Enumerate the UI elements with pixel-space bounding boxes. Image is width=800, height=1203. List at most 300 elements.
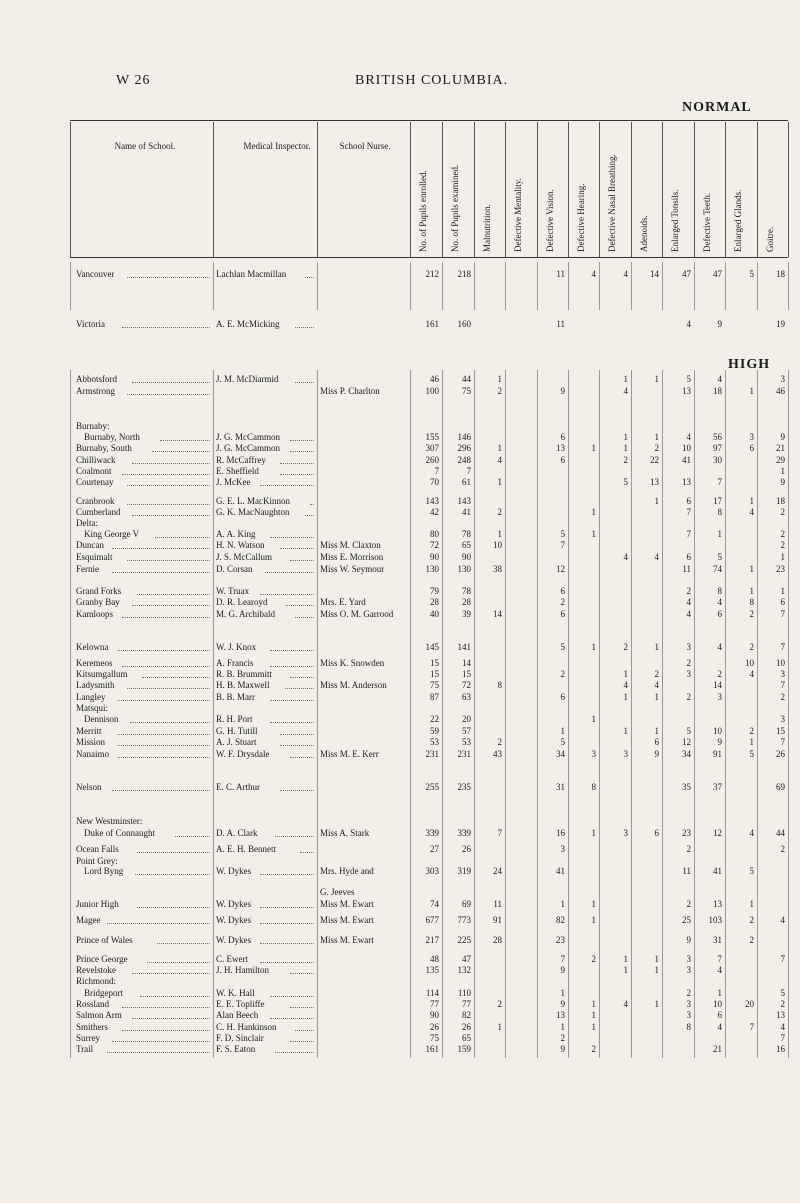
stat-value: 40 bbox=[430, 609, 439, 619]
school-nurse: Miss O. M. Garrood bbox=[320, 609, 394, 619]
stat-value: 1 bbox=[749, 737, 754, 747]
stat-value: 24 bbox=[493, 866, 502, 876]
stat-value: 72 bbox=[462, 680, 471, 690]
stat-value: 5 bbox=[623, 477, 628, 487]
stat-value: 4 bbox=[497, 455, 502, 465]
dot-leader bbox=[285, 688, 314, 689]
stat-value: 1 bbox=[623, 954, 628, 964]
stat-value: 1 bbox=[623, 726, 628, 736]
stat-value: 10 bbox=[745, 658, 754, 668]
dot-leader bbox=[112, 548, 210, 549]
section-heading-high: HIGH bbox=[728, 357, 771, 372]
dot-leader bbox=[310, 504, 314, 505]
stat-value: 21 bbox=[713, 1044, 722, 1054]
stat-value: 65 bbox=[462, 1033, 471, 1043]
school-name: Fernie bbox=[76, 564, 99, 574]
stat-value: 1 bbox=[654, 374, 659, 384]
stat-value: 260 bbox=[425, 455, 439, 465]
stat-value: 1 bbox=[623, 374, 628, 384]
dot-leader bbox=[300, 852, 314, 853]
stat-value: 1 bbox=[749, 386, 754, 396]
school-name: Armstrong bbox=[76, 386, 115, 396]
medical-inspector: J. G. McCammon bbox=[216, 432, 280, 442]
stat-value: 212 bbox=[425, 269, 439, 279]
medical-inspector: M. G. Archibald bbox=[216, 609, 275, 619]
medical-inspector: Alan Beech bbox=[216, 1010, 259, 1020]
dot-leader bbox=[155, 537, 210, 538]
table-row bbox=[0, 815, 800, 827]
stat-value: 3 bbox=[623, 828, 628, 838]
stat-value: 1 bbox=[497, 443, 502, 453]
stat-value: 10 bbox=[776, 658, 785, 668]
stat-value: 80 bbox=[430, 529, 439, 539]
stat-value: 4 bbox=[686, 432, 691, 442]
stat-value: 20 bbox=[462, 714, 471, 724]
dot-leader bbox=[132, 1018, 210, 1019]
school-name: Vancouver bbox=[76, 269, 115, 279]
stat-value: 13 bbox=[713, 899, 722, 909]
school-nurse: Mrs. Hyde and bbox=[320, 866, 374, 876]
stat-value: 82 bbox=[556, 915, 565, 925]
medical-inspector: J. H. Hamilton bbox=[216, 965, 269, 975]
stat-value: 11 bbox=[556, 319, 565, 329]
school-name: Rossland bbox=[76, 999, 110, 1009]
stat-value: 4 bbox=[717, 374, 722, 384]
stat-value: 10 bbox=[713, 726, 722, 736]
stat-value: 27 bbox=[430, 844, 439, 854]
stat-column-header: Enlarged Glands. bbox=[733, 189, 743, 252]
stat-value: 23 bbox=[682, 828, 691, 838]
school-name: Duncan bbox=[76, 540, 104, 550]
dot-leader bbox=[132, 382, 210, 383]
stat-value: 7 bbox=[780, 680, 785, 690]
stat-value: 17 bbox=[713, 496, 722, 506]
stat-value: 2 bbox=[749, 609, 754, 619]
stat-column-header: Defective Nasal Breathing. bbox=[607, 154, 617, 252]
school-nurse: Miss M. Ewart bbox=[320, 899, 374, 909]
stat-value: 3 bbox=[686, 965, 691, 975]
dot-leader bbox=[132, 463, 210, 464]
dot-leader bbox=[127, 277, 210, 278]
stat-value: 38 bbox=[493, 564, 502, 574]
table-row bbox=[0, 827, 800, 839]
column-rule bbox=[788, 122, 789, 257]
stat-value: 5 bbox=[717, 552, 722, 562]
stat-value: 2 bbox=[560, 597, 565, 607]
medical-inspector: A. A. King bbox=[216, 529, 256, 539]
stat-value: 159 bbox=[457, 1044, 471, 1054]
stat-value: 47 bbox=[682, 269, 691, 279]
school-name: Langley bbox=[76, 692, 106, 702]
stat-value: 4 bbox=[717, 642, 722, 652]
stat-column-header: Defective Vision. bbox=[545, 189, 555, 252]
table-row bbox=[0, 318, 800, 330]
column-rule bbox=[70, 122, 71, 257]
stat-value: 4 bbox=[780, 1022, 785, 1032]
column-rule bbox=[213, 122, 214, 257]
stat-value: 1 bbox=[591, 642, 596, 652]
table-row bbox=[0, 934, 800, 946]
table-row bbox=[0, 713, 800, 725]
stat-value: 1 bbox=[749, 496, 754, 506]
stat-value: 5 bbox=[749, 749, 754, 759]
stat-value: 145 bbox=[425, 642, 439, 652]
stat-value: 4 bbox=[686, 597, 691, 607]
stat-value: 6 bbox=[686, 552, 691, 562]
column-rule bbox=[474, 122, 475, 257]
stat-value: 7 bbox=[780, 737, 785, 747]
stat-value: 18 bbox=[713, 386, 722, 396]
stat-value: 9 bbox=[654, 749, 659, 759]
table-row bbox=[0, 1043, 800, 1055]
dot-leader bbox=[112, 1041, 210, 1042]
dot-leader bbox=[122, 327, 210, 328]
stat-value: 2 bbox=[780, 507, 785, 517]
table-row bbox=[0, 476, 800, 488]
stat-value: 22 bbox=[430, 714, 439, 724]
stat-value: 65 bbox=[462, 540, 471, 550]
stat-value: 8 bbox=[686, 1022, 691, 1032]
stat-value: 4 bbox=[623, 552, 628, 562]
stat-value: 31 bbox=[713, 935, 722, 945]
medical-inspector: C. Ewert bbox=[216, 954, 248, 964]
dot-leader bbox=[290, 451, 314, 452]
dot-leader bbox=[112, 790, 210, 791]
table-row bbox=[0, 385, 800, 397]
school-name: Burnaby: bbox=[76, 421, 110, 431]
school-nurse: Miss M. Claxton bbox=[320, 540, 381, 550]
stat-value: 1 bbox=[591, 443, 596, 453]
table-row bbox=[0, 268, 800, 280]
stat-value: 18 bbox=[776, 496, 785, 506]
stat-value: 1 bbox=[654, 965, 659, 975]
stat-value: 44 bbox=[776, 828, 785, 838]
stat-value: 8 bbox=[497, 680, 502, 690]
dot-leader bbox=[122, 1030, 210, 1031]
dot-leader bbox=[305, 515, 314, 516]
stat-value: 9 bbox=[560, 999, 565, 1009]
school-name: Keremeos bbox=[76, 658, 113, 668]
stat-value: 15 bbox=[462, 669, 471, 679]
dot-leader bbox=[270, 666, 314, 667]
column-rule bbox=[505, 122, 506, 257]
dot-leader bbox=[117, 734, 210, 735]
stat-value: 2 bbox=[780, 540, 785, 550]
stat-value: 44 bbox=[462, 374, 471, 384]
stat-value: 11 bbox=[682, 564, 691, 574]
col-header-nurse: School Nurse. bbox=[339, 141, 391, 151]
stat-value: 2 bbox=[749, 915, 754, 925]
stat-value: 1 bbox=[591, 999, 596, 1009]
stat-value: 217 bbox=[425, 935, 439, 945]
dot-leader bbox=[122, 666, 210, 667]
stat-value: 23 bbox=[556, 935, 565, 945]
stat-value: 6 bbox=[560, 609, 565, 619]
stat-value: 5 bbox=[749, 269, 754, 279]
stat-value: 41 bbox=[682, 455, 691, 465]
stat-value: 4 bbox=[591, 269, 596, 279]
stat-column-header: No. of Pupils examined. bbox=[450, 164, 460, 252]
stat-value: 9 bbox=[717, 319, 722, 329]
stat-value: 4 bbox=[686, 609, 691, 619]
stat-value: 13 bbox=[682, 477, 691, 487]
stat-value: 28 bbox=[493, 935, 502, 945]
stat-value: 2 bbox=[591, 954, 596, 964]
stat-value: 28 bbox=[462, 597, 471, 607]
stat-value: 87 bbox=[430, 692, 439, 702]
stat-value: 69 bbox=[776, 782, 785, 792]
dot-leader bbox=[280, 790, 314, 791]
stat-value: 53 bbox=[430, 737, 439, 747]
stat-value: 146 bbox=[457, 432, 471, 442]
school-nurse: Miss M. E. Kerr bbox=[320, 749, 379, 759]
dot-leader bbox=[132, 515, 210, 516]
stat-value: 2 bbox=[780, 844, 785, 854]
stat-value: 2 bbox=[497, 999, 502, 1009]
dot-leader bbox=[107, 1052, 210, 1053]
stat-value: 26 bbox=[430, 1022, 439, 1032]
stat-value: 90 bbox=[430, 552, 439, 562]
table-row bbox=[0, 843, 800, 855]
stat-value: 4 bbox=[780, 915, 785, 925]
stat-value: 1 bbox=[497, 374, 502, 384]
dot-leader bbox=[160, 440, 210, 441]
stat-value: 1 bbox=[591, 899, 596, 909]
stat-value: 1 bbox=[717, 988, 722, 998]
stat-value: 29 bbox=[776, 455, 785, 465]
stat-column-header: Defective Teeth. bbox=[702, 192, 712, 252]
dot-leader bbox=[157, 943, 210, 944]
stat-value: 15 bbox=[430, 669, 439, 679]
stat-value: 6 bbox=[780, 597, 785, 607]
dot-leader bbox=[122, 617, 210, 618]
school-name: Delta: bbox=[76, 518, 98, 528]
dot-leader bbox=[135, 874, 210, 875]
stat-value: 231 bbox=[457, 749, 471, 759]
school-nurse: G. Jeeves bbox=[320, 887, 355, 897]
stat-value: 47 bbox=[462, 954, 471, 964]
stat-value: 1 bbox=[654, 432, 659, 442]
dot-leader bbox=[260, 923, 314, 924]
stat-value: 9 bbox=[686, 935, 691, 945]
dot-leader bbox=[122, 474, 210, 475]
medical-inspector: D. A. Clark bbox=[216, 828, 258, 838]
school-name: Kamloops bbox=[76, 609, 113, 619]
table-row bbox=[0, 442, 800, 454]
school-name: Richmond: bbox=[76, 976, 116, 986]
stat-value: 2 bbox=[623, 642, 628, 652]
stat-value: 1 bbox=[654, 726, 659, 736]
stat-value: 41 bbox=[462, 507, 471, 517]
table-row bbox=[0, 373, 800, 385]
school-nurse: Miss K. Snowden bbox=[320, 658, 385, 668]
stat-value: 1 bbox=[717, 529, 722, 539]
dot-leader bbox=[142, 677, 210, 678]
medical-inspector: W. K. Hall bbox=[216, 988, 255, 998]
stat-value: 16 bbox=[556, 828, 565, 838]
table-row bbox=[0, 914, 800, 926]
stat-value: 2 bbox=[749, 642, 754, 652]
stat-value: 13 bbox=[650, 477, 659, 487]
stat-value: 43 bbox=[493, 749, 502, 759]
stat-value: 7 bbox=[497, 828, 502, 838]
medical-inspector: J. M. McDiarmid bbox=[216, 374, 279, 384]
medical-inspector: W. J. Knox bbox=[216, 642, 257, 652]
dot-leader bbox=[290, 560, 314, 561]
stat-value: 75 bbox=[462, 386, 471, 396]
stat-value: 78 bbox=[462, 586, 471, 596]
stat-value: 3 bbox=[686, 669, 691, 679]
stat-value: 79 bbox=[430, 586, 439, 596]
stat-value: 69 bbox=[462, 899, 471, 909]
stat-value: 8 bbox=[717, 586, 722, 596]
dot-leader bbox=[137, 907, 210, 908]
stat-value: 1 bbox=[654, 999, 659, 1009]
stat-value: 1 bbox=[780, 466, 785, 476]
stat-value: 1 bbox=[623, 965, 628, 975]
school-nurse: Mrs. E. Yard bbox=[320, 597, 366, 607]
stat-value: 2 bbox=[497, 737, 502, 747]
stat-value: 15 bbox=[430, 658, 439, 668]
stat-column-header: Malnutrition. bbox=[482, 204, 492, 252]
stat-value: 4 bbox=[749, 669, 754, 679]
stat-value: 1 bbox=[560, 988, 565, 998]
stat-value: 8 bbox=[591, 782, 596, 792]
stat-value: 2 bbox=[686, 899, 691, 909]
dot-leader bbox=[117, 650, 210, 651]
stat-value: 6 bbox=[654, 828, 659, 838]
stat-value: 35 bbox=[682, 782, 691, 792]
stat-value: 13 bbox=[556, 443, 565, 453]
stat-value: 1 bbox=[560, 899, 565, 909]
stat-value: 3 bbox=[591, 749, 596, 759]
medical-inspector: A. J. Stuart bbox=[216, 737, 257, 747]
stat-value: 48 bbox=[430, 954, 439, 964]
stat-value: 8 bbox=[749, 597, 754, 607]
medical-inspector: W. Dykes bbox=[216, 866, 252, 876]
stat-value: 339 bbox=[457, 828, 471, 838]
school-name: Abbotsford bbox=[76, 374, 117, 384]
dot-leader bbox=[140, 996, 210, 997]
column-rule bbox=[442, 122, 443, 257]
dot-leader bbox=[147, 962, 210, 963]
stat-value: 9 bbox=[780, 477, 785, 487]
stat-value: 78 bbox=[462, 529, 471, 539]
medical-inspector: W. F. Drysdale bbox=[216, 749, 270, 759]
dot-leader bbox=[175, 836, 210, 837]
stat-value: 319 bbox=[457, 866, 471, 876]
medical-inspector: E. Sheffield bbox=[216, 466, 259, 476]
school-name: Bridgeport bbox=[84, 988, 123, 998]
stat-value: 2 bbox=[686, 692, 691, 702]
stat-value: 13 bbox=[682, 386, 691, 396]
stat-value: 77 bbox=[462, 999, 471, 1009]
stat-value: 28 bbox=[430, 597, 439, 607]
school-name: Revelstoke bbox=[76, 965, 116, 975]
stat-value: 57 bbox=[462, 726, 471, 736]
school-name: King George V bbox=[84, 529, 140, 539]
stat-value: 19 bbox=[776, 319, 785, 329]
stat-value: 3 bbox=[717, 692, 722, 702]
dot-leader bbox=[260, 907, 314, 908]
dot-leader bbox=[275, 1052, 314, 1053]
school-name: Granby Bay bbox=[76, 597, 120, 607]
stat-value: 2 bbox=[686, 988, 691, 998]
medical-inspector: G. E. L. MacKinnon bbox=[216, 496, 290, 506]
stat-value: 1 bbox=[780, 552, 785, 562]
school-name: Ladysmith bbox=[76, 680, 115, 690]
dot-leader bbox=[275, 836, 314, 837]
stat-value: 296 bbox=[457, 443, 471, 453]
table-top-rule bbox=[70, 120, 788, 121]
school-name: Victoria bbox=[76, 319, 105, 329]
dot-leader bbox=[290, 973, 314, 974]
school-name: Trail bbox=[76, 1044, 94, 1054]
dot-leader bbox=[260, 874, 314, 875]
stat-value: 1 bbox=[560, 726, 565, 736]
school-name: Burnaby, South bbox=[76, 443, 132, 453]
running-title: BRITISH COLUMBIA. bbox=[355, 73, 509, 88]
medical-inspector: G. H. Tutill bbox=[216, 726, 258, 736]
medical-inspector: C. H. Hankinson bbox=[216, 1022, 277, 1032]
school-name: Nelson bbox=[76, 782, 102, 792]
school-name: Grand Forks bbox=[76, 586, 122, 596]
stat-value: 7 bbox=[560, 540, 565, 550]
stat-value: 1 bbox=[497, 529, 502, 539]
dot-leader bbox=[290, 440, 314, 441]
stat-value: 77 bbox=[430, 999, 439, 1009]
column-rule bbox=[410, 122, 411, 257]
stat-value: 677 bbox=[425, 915, 439, 925]
stat-value: 39 bbox=[462, 609, 471, 619]
stat-value: 3 bbox=[749, 432, 754, 442]
stat-value: 2 bbox=[560, 1033, 565, 1043]
table-row bbox=[0, 898, 800, 910]
medical-inspector: G. K. MacNaughton bbox=[216, 507, 290, 517]
stat-value: 135 bbox=[425, 965, 439, 975]
stat-value: 9 bbox=[780, 432, 785, 442]
stat-value: 11 bbox=[682, 866, 691, 876]
stat-value: 70 bbox=[430, 477, 439, 487]
stat-value: 339 bbox=[425, 828, 439, 838]
dot-leader bbox=[260, 943, 314, 944]
stat-value: 4 bbox=[717, 965, 722, 975]
stat-value: 141 bbox=[457, 642, 471, 652]
school-name: Courtenay bbox=[76, 477, 114, 487]
stat-value: 34 bbox=[556, 749, 565, 759]
stat-value: 7 bbox=[780, 954, 785, 964]
dot-leader bbox=[280, 463, 314, 464]
school-name: Magee bbox=[76, 915, 101, 925]
stat-value: 160 bbox=[457, 319, 471, 329]
stat-value: 8 bbox=[717, 507, 722, 517]
stat-value: 1 bbox=[654, 954, 659, 964]
dot-leader bbox=[290, 1041, 314, 1042]
dot-leader bbox=[127, 394, 210, 395]
stat-value: 3 bbox=[686, 1010, 691, 1020]
dot-leader bbox=[280, 734, 314, 735]
stat-value: 46 bbox=[430, 374, 439, 384]
stat-value: 41 bbox=[713, 866, 722, 876]
stat-value: 90 bbox=[462, 552, 471, 562]
dot-leader bbox=[280, 548, 314, 549]
section-heading-normal: NORMAL bbox=[682, 100, 752, 115]
stat-value: 218 bbox=[457, 269, 471, 279]
stat-value: 6 bbox=[560, 586, 565, 596]
stat-value: 2 bbox=[717, 669, 722, 679]
stat-value: 21 bbox=[776, 443, 785, 453]
medical-inspector: A. E. H. Bennett bbox=[216, 844, 276, 854]
